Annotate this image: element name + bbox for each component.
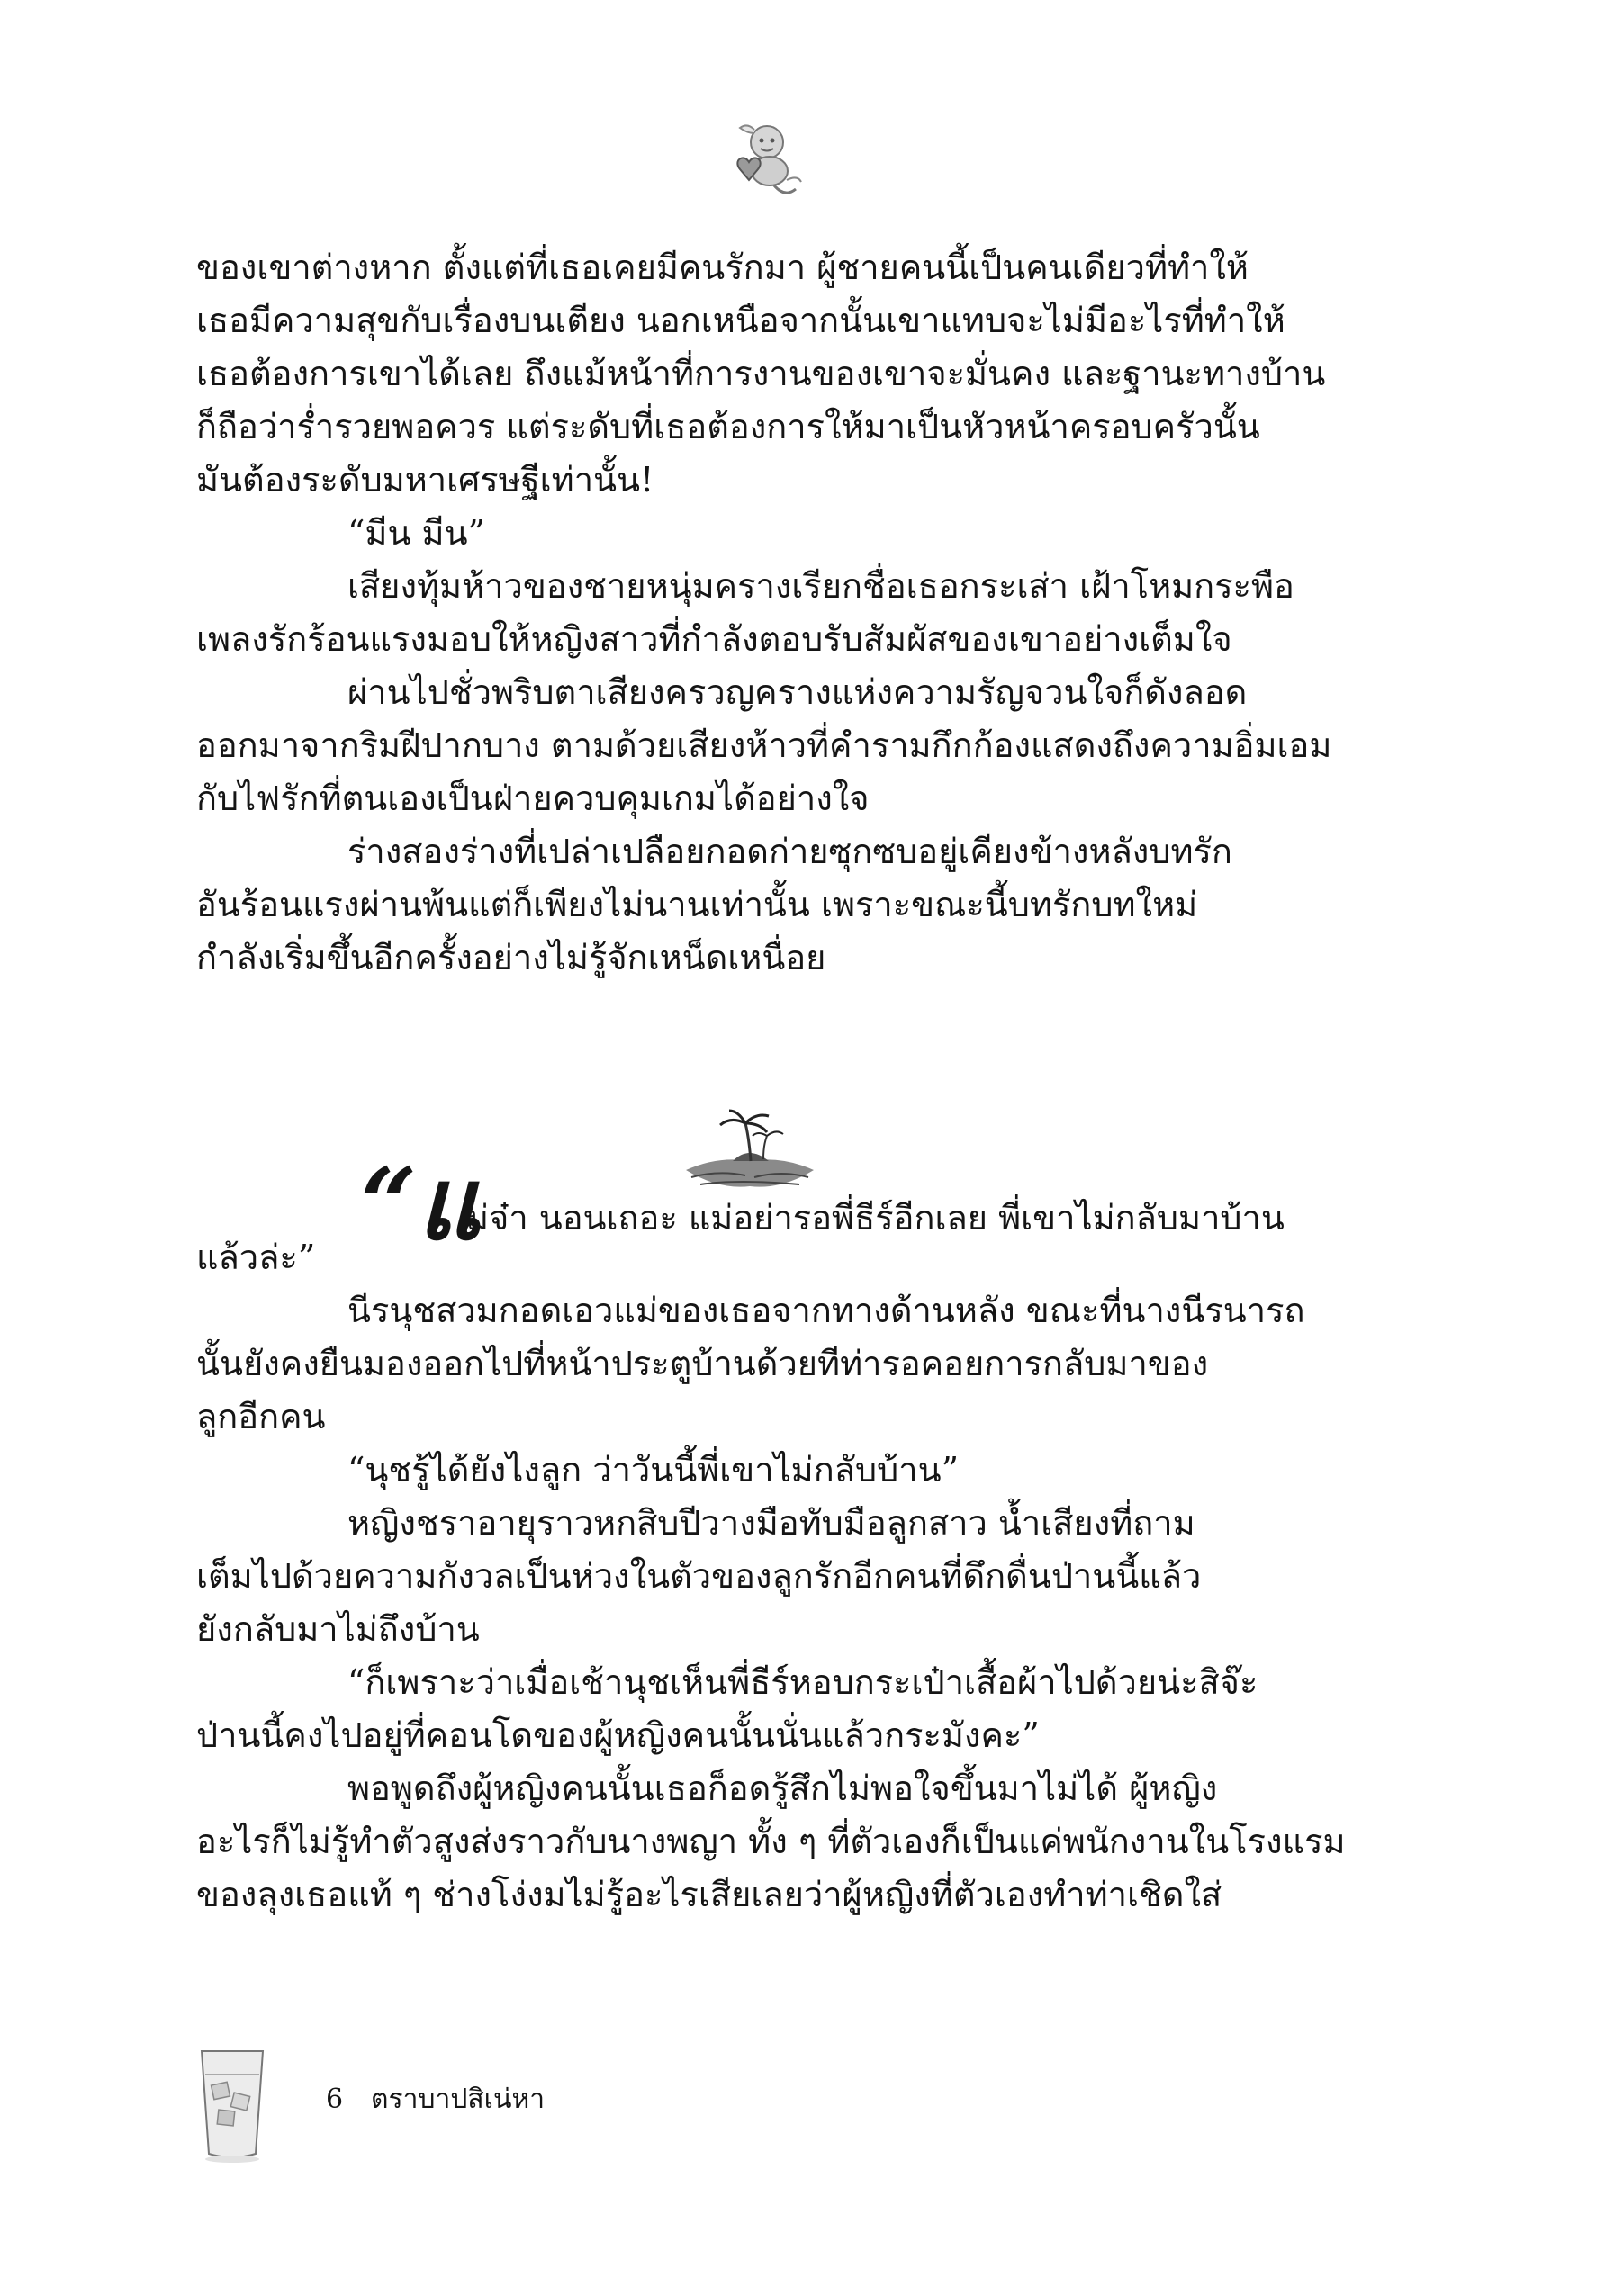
book-title: ตราบาปสิเน่หา: [371, 2084, 546, 2115]
text-line: ผ่านไปชั่วพริบตาเสียงครวญครางแห่งความรัญจวนใจก็ดังลอด: [347, 672, 1248, 712]
text-line: ออกมาจากริมฝีปากบาง ตามด้วยเสียงห้าวที่คำรามกึกก้องแสดงถึงความอิ่มเอม: [196, 725, 1332, 765]
text-line: กำลังเริ่มขึ้นอีกครั้งอย่างไม่รู้จักเหน็ดเหนื่อย: [196, 938, 826, 977]
text-line: มันต้องระดับมหาเศรษฐีเท่านั้น!: [196, 460, 654, 500]
page-number: 6: [326, 2084, 344, 2115]
text-line: อันร้อนแรงผ่านพ้นแต่ก็เพียงไม่นานเท่านั้น เพราะขณะนี้บทรักบทใหม่: [196, 885, 1198, 924]
text-line: นั้นยังคงยืนมองออกไปที่หน้าประตูบ้านด้วยทีท่ารอคอยการกลับมาของ: [196, 1344, 1209, 1383]
text-line: กับไฟรักที่ตนเองเป็นฝ่ายควบคุมเกมได้อย่างใจ: [196, 779, 870, 818]
text-line: ลูกอีกคน: [196, 1397, 326, 1436]
text-line: “ก็เพราะว่าเมื่อเช้านุชเห็นพี่ธีร์หอบกระเป๋าเสื้อผ้าไปด้วยน่ะสิจ๊ะ: [347, 1662, 1258, 1702]
text-line: เสียงทุ้มห้าวของชายหนุ่มครางเรียกชื่อเธอกระเส่า เฝ้าโหมกระพือ: [347, 566, 1294, 606]
text-line: ของเขาต่างหาก ตั้งแต่ที่เธอเคยมีคนรักมา ผู้ชายคนนี้เป็นคนเดียวที่ทำให้: [196, 248, 1249, 287]
body-text-bottom: [196, 1231, 1346, 1922]
page-footer: [0, 2048, 1605, 2192]
text-line: ป่านนี้คงไปอยู่ที่คอนโดของผู้หญิงคนนั้นนั่นแล้วกระมังคะ”: [196, 1715, 1040, 1755]
text-line: เธอต้องการเขาได้เลย ถึงแม้หน้าที่การงานของเขาจะมั่นคง และฐานะทางบ้าน: [196, 354, 1326, 393]
text-line: แล้วล่ะ”: [196, 1238, 316, 1277]
cherub-with-heart-icon: [720, 115, 810, 205]
text-line: ม่จ๋า นอนเถอะ แม่อย่ารอพี่ธีร์อีกเลย พี่เขาไม่กลับมาบ้าน: [466, 1198, 1285, 1238]
text-line: เพลงรักร้อนแรงมอบให้หญิงสาวที่กำลังตอบรับสัมผัสของเขาอย่างเต็มใจ: [196, 619, 1232, 659]
text-line: พอพูดถึงผู้หญิงคนนั้นเธอก็อดรู้สึกไม่พอใจขึ้นมาไม่ได้ ผู้หญิง: [347, 1769, 1218, 1808]
text-line: ก็ถือว่าร่ำรวยพอควร แต่ระดับที่เธอต้องการให้มาเป็นหัวหน้าครอบครัวนั้น: [196, 407, 1260, 446]
text-line: เต็มไปด้วยความกังวลเป็นห่วงในตัวของลูกรักอีกคนที่ดึกดื่นป่านนี้แล้ว: [196, 1556, 1202, 1596]
text-line: นีรนุชสวมกอดเอวแม่ของเธอจากทางด้านหลัง ขณะที่นางนีรนารถ: [347, 1291, 1305, 1330]
drop-cap: “แ: [360, 1146, 482, 1262]
text-line: ยังกลับมาไม่ถึงบ้าน: [196, 1609, 480, 1649]
text-line: “มีน มีน”: [347, 513, 485, 553]
text-line: “นุชรู้ได้ยังไงลูก ว่าวันนี้พี่เขาไม่กลับบ้าน”: [347, 1450, 960, 1490]
text-line: ของลุงเธอแท้ ๆ ช่างโง่งมไม่รู้อะไรเสียเลยว่าผู้หญิงที่ตัวเองทำท่าเชิดใส่: [196, 1875, 1222, 1914]
palm-island-icon: [682, 1105, 817, 1195]
text-line: เธอมีความสุขกับเรื่องบนเตียง นอกเหนือจากนั้นเขาแทบจะไม่มีอะไรที่ทำให้: [196, 301, 1285, 340]
glass-of-ice-icon: [196, 2048, 268, 2165]
body-text-top: [196, 241, 1332, 985]
text-line: อะไรก็ไม่รู้ทำตัวสูงส่งราวกับนางพญา ทั้ง ๆ ที่ตัวเองก็เป็นแค่พนักงานในโรงแรม: [196, 1822, 1346, 1861]
text-line: ร่างสองร่างที่เปล่าเปลือยกอดก่ายซุกซบอยู่เคียงข้างหลังบทรัก: [347, 832, 1232, 871]
text-line: หญิงชราอายุราวหกสิบปีวางมือทับมือลูกสาว น้ำเสียงที่ถาม: [347, 1503, 1195, 1543]
